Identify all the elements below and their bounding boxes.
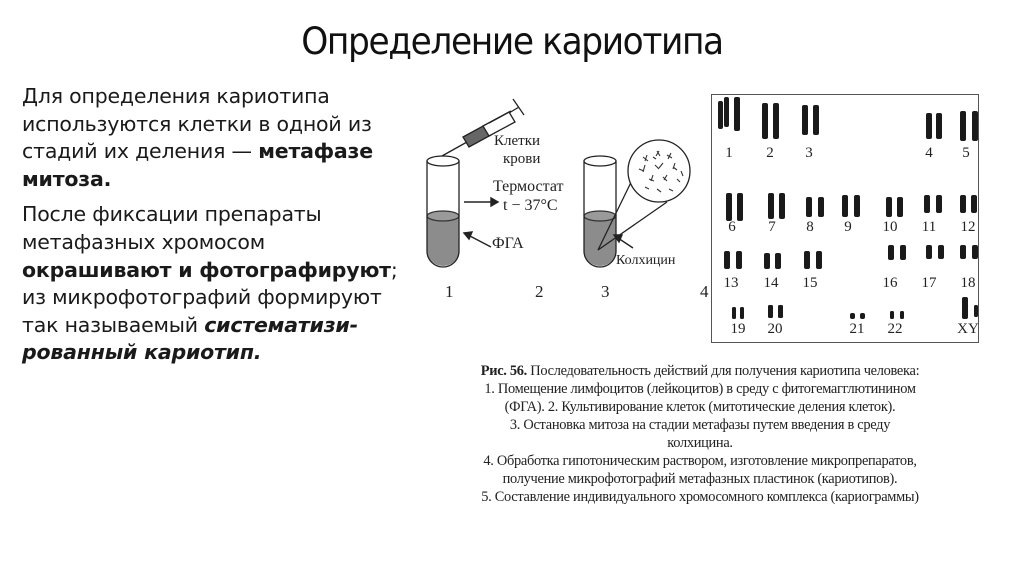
chromosome-label-8: 8 xyxy=(806,219,814,235)
caption-line: колхицина. xyxy=(667,435,733,451)
test-tube-1-icon xyxy=(427,156,459,267)
caption-line: получение микрофотографий метафазных пластинок (кариотипов). xyxy=(502,471,898,487)
chromosome-label-19: 19 xyxy=(730,321,746,337)
paragraph-text: Для определения кариотипа используются клетки в одной из стадий их деления — xyxy=(22,84,372,164)
chromosome-label-22: 22 xyxy=(887,321,903,337)
slide-title: Определение кариотипа xyxy=(301,20,723,63)
arrow-icon xyxy=(614,235,633,248)
label-temperature: t − 37°C xyxy=(503,197,558,214)
step-number-3: 3 xyxy=(601,282,610,301)
chromosome-label-11: 11 xyxy=(921,219,937,235)
paragraph-fixation xyxy=(22,201,402,367)
caption-line: 4. Обработка гипотоническим раствором, изготовление микропрепаратов, xyxy=(483,453,917,469)
chromosome-label-21: 21 xyxy=(849,321,865,337)
slide-body-text xyxy=(22,83,402,375)
label-blood-cells-line2: крови xyxy=(503,151,541,167)
chromosome-label-12: 12 xyxy=(960,219,976,235)
caption-line: 3. Остановка митоза на стадии метафазы путем введения в среду xyxy=(509,417,891,433)
chromosome-label-6: 6 xyxy=(728,219,736,235)
chromosome-label-14: 14 xyxy=(763,275,779,291)
chromosome-label-xy: XY xyxy=(957,321,979,337)
chromosome-label-18: 18 xyxy=(960,275,976,291)
paragraph-text: ; из микрофотографий формируют так называемый xyxy=(22,257,398,337)
figure-caption xyxy=(412,362,988,506)
chromosome-label-16: 16 xyxy=(882,275,898,291)
caption-figure-ref: Рис. 56. xyxy=(480,363,527,379)
emphasis-karyotype: систематизи-рованный кариотип. xyxy=(22,312,358,365)
chromosome-label-9: 9 xyxy=(844,219,852,235)
chromosome-label-17: 17 xyxy=(921,275,937,291)
step-number-1: 1 xyxy=(445,282,454,301)
step-number-2: 2 xyxy=(535,282,544,301)
emphasis-metaphase: метафазе митоза. xyxy=(22,139,373,191)
chromosome-label-7: 7 xyxy=(768,219,776,235)
caption-line: 5. Составление индивидуального хромосомного комплекса (кариограммы) xyxy=(481,489,919,505)
label-blood-cells-line1: Клетки xyxy=(494,133,541,149)
chromosome-label-20: 20 xyxy=(767,321,783,337)
caption-line: 1. Помещение лимфоцитов (лейкоцитов) в среду с фитогемагглютинином xyxy=(484,381,916,397)
karyotype-panel xyxy=(711,94,979,343)
chromosome-label-2: 2 xyxy=(766,145,774,161)
chromosome-label-10: 10 xyxy=(882,219,898,235)
chromosome-label-4: 4 xyxy=(925,145,933,161)
chromosome-label-15: 15 xyxy=(802,275,818,291)
label-thermostat: Термостат xyxy=(493,178,564,195)
test-tube-3-icon xyxy=(584,156,616,267)
chromosome-label-1: 1 xyxy=(725,145,733,161)
emphasis-stain-photograph: окрашивают и фотографируют xyxy=(22,257,391,282)
chromosome-label-13: 13 xyxy=(723,275,739,291)
paragraph-metaphase xyxy=(22,83,402,193)
caption-text: Последовательность действий для получения кариотипа человека: xyxy=(526,363,920,379)
step-number-4: 4 xyxy=(700,282,709,301)
label-colchicine: Колхицин xyxy=(616,253,676,268)
caption-line: (ФГА). 2. Культивирование клеток (митотические деления клеток). xyxy=(504,399,896,415)
caption-line xyxy=(412,362,988,380)
paragraph-text: После фиксации препараты метафазных хромосом xyxy=(22,202,322,254)
chromosome-label-5: 5 xyxy=(962,145,970,161)
label-pha: ФГА xyxy=(492,235,524,252)
chromosome-label-3: 3 xyxy=(805,145,813,161)
